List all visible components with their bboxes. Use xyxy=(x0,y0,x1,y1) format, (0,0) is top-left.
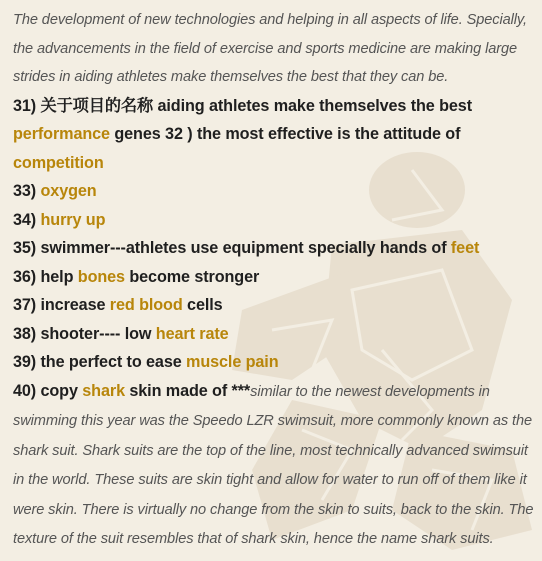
item-39 xyxy=(13,348,537,377)
item-38-highlight: heart rate xyxy=(155,324,229,343)
item-37-text-b: cells xyxy=(182,296,223,314)
item-36-text-a: 36) help xyxy=(13,267,78,286)
item-36-highlight: bones xyxy=(77,267,125,286)
item-37-text-a: 37) increase xyxy=(13,296,110,314)
article-body xyxy=(13,6,537,554)
item-31-text-b: genes 32 ) the most effective is the attitude of xyxy=(109,125,461,143)
item-34-highlight: hurry up xyxy=(40,210,106,229)
item-31 xyxy=(13,92,537,178)
item-39-text: 39) the perfect to ease xyxy=(13,353,187,371)
item-34-text: 34) xyxy=(13,210,41,229)
item-35 xyxy=(13,234,537,263)
item-31-text-a: 31) 关于项目的名称 aiding athletes make themselves the best xyxy=(13,96,472,115)
item-38-text: 38) shooter---- low xyxy=(13,324,156,343)
item-37-highlight: red blood xyxy=(109,296,183,314)
item-38 xyxy=(13,320,537,349)
item-37 xyxy=(13,291,537,320)
item-36 xyxy=(13,263,537,292)
item-36-text-b: become stronger xyxy=(124,267,260,286)
item-31-highlight-1: performance xyxy=(13,125,110,143)
item-34 xyxy=(13,206,537,235)
item-35-text: 35) swimmer---athletes use equipment specially hands of xyxy=(13,239,451,257)
item-40 xyxy=(13,377,537,554)
item-33 xyxy=(13,177,537,206)
item-35-highlight: feet xyxy=(450,239,480,257)
item-40-text-a: 40) copy xyxy=(13,381,83,400)
intro-paragraph: The development of new technologies and helping in all aspects of life. Specially, the advancements in the field of exercise and sports medicine are making large strides in aiding athletes make themselves the best that they can be. xyxy=(13,12,527,85)
item-39-highlight: muscle pain xyxy=(186,353,279,371)
item-31-highlight-2: competition xyxy=(13,153,104,172)
item-40-description: similar to the newest developments in swimming this year was the Speedo LZR swimsuit, more commonly known as the shark suit. Shark suits are the top of the line, most technically advanced swimsuit in the world. These suits are skin tight and allow for water to run off of them like it were skin. There is virtually no change from the skin to suits, back to the skin. The texture of the suit resembles that of shark skin, hence the name shark suits. xyxy=(13,383,534,547)
item-40-text-b: skin made of *** xyxy=(124,381,251,400)
item-33-text: 33) xyxy=(13,182,41,200)
item-33-highlight: oxygen xyxy=(40,182,97,200)
item-40-highlight: shark xyxy=(82,381,125,400)
